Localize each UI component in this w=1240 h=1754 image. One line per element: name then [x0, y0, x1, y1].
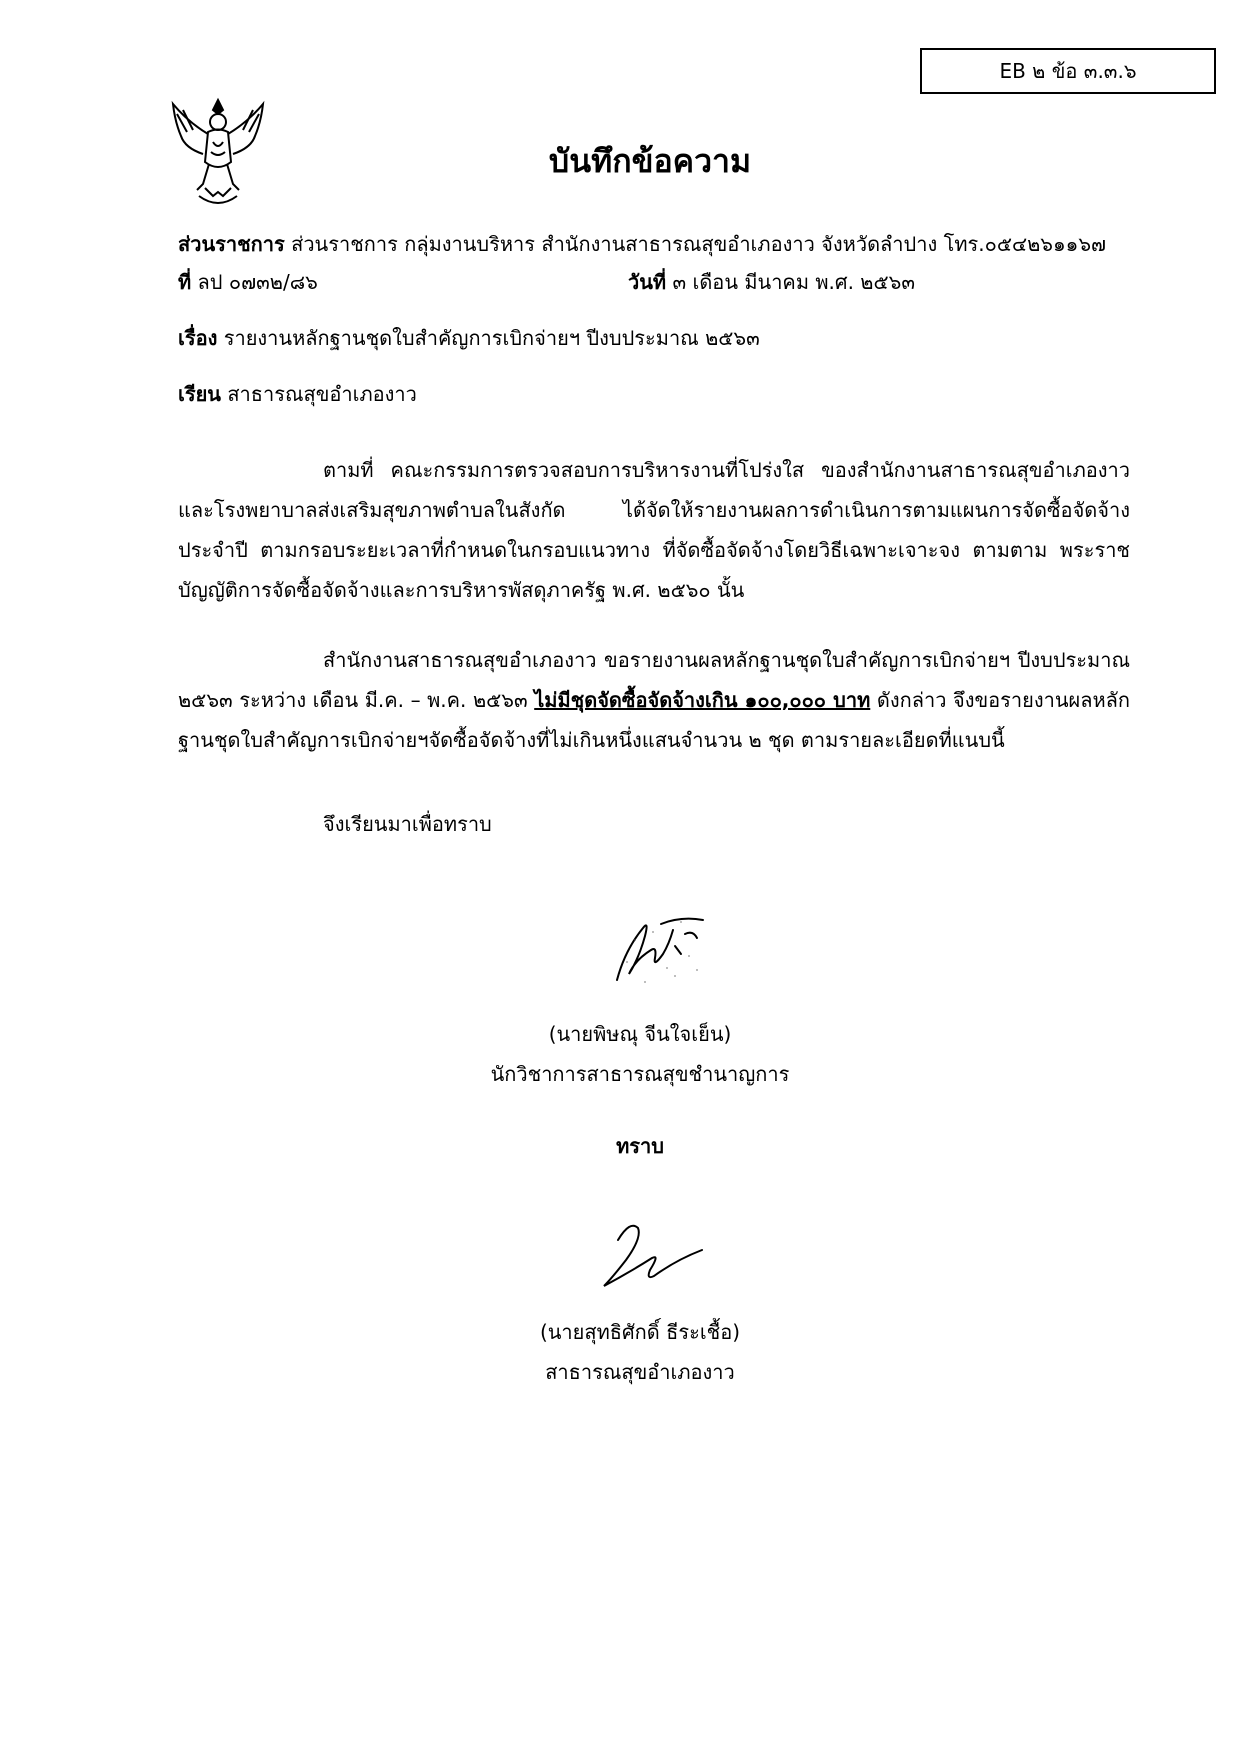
paragraph-1-text: ตามที่ คณะกรรมการตรวจสอบการบริหารงานที่โปร่งใส ของสำนักงานสาธารณสุขอำเภองาว และโรงพยาบาลส่งเสริมสุขภาพตำบลในสังกัด ได้จัดให้รายงานผลการดำเนินการตามแผนการจัดซื้อจัดจ้างประจำปี ตามกรอบระยะเวลาที่กำหนดในกรอบแนวทาง ที่จัดซื้อจัดจ้างโดยวิธีเฉพาะเจาะจง ตามตาม พระราชบัญญัติการจัดซื้อจัดจ้างและการบริหารพัสดุภาครัฐ พ.ศ. ๒๕๖๐ นั้น	[178, 458, 1130, 602]
body-paragraph-2	[178, 640, 1130, 760]
subject-label: เรื่อง	[178, 326, 218, 350]
recipient-label: เรียน	[178, 382, 221, 406]
department-value: ส่วนราชการ กลุ่มงานบริหาร สำนักงานสาธารณสุขอำเภองาว จังหวัดลำปาง โทร.๐๕๔๒๖๑๑๖๗	[291, 232, 1107, 256]
paragraph-2-start: สำนักงานสาธารณสุขอำเภองาว ขอรายงานผลหลักฐานชุดใบสำคัญการเบิกจ่ายฯ ปีงบประมาณ ๒๕๖๓ ระหว่าง เดือน มี.ค. – พ.ค. ๒๕๖๓	[178, 648, 1130, 712]
signature-1	[605, 910, 715, 990]
acknowledged-label: ทราบ	[616, 1134, 664, 1158]
subject-value: รายงานหลักฐานชุดใบสำคัญการเบิกจ่ายฯ ปีงบประมาณ ๒๕๖๓	[223, 326, 760, 350]
document-title: บันทึกข้อความ	[548, 142, 752, 180]
signer-1-position: นักวิชาการสาธารณสุขชำนาญการ	[490, 1062, 790, 1086]
department-label: ส่วนราชการ	[178, 232, 285, 256]
closing-text: จึงเรียนมาเพื่อทราบ	[323, 812, 492, 836]
date-value: ๓ เดือน มีนาคม พ.ศ. ๒๕๖๓	[672, 270, 915, 294]
department-line	[178, 228, 1106, 260]
paragraph-2-emphasis: ไม่มีชุดจัดซื้อจัดจ้างเกิน ๑๐๐,๐๐๐ บาท	[534, 688, 871, 712]
signature-2	[590, 1210, 710, 1300]
recipient-line	[178, 378, 417, 410]
reference-number-value: ลป ๐๗๓๒/๘๖	[197, 270, 318, 294]
signer-1-name: (นายพิษณุ จีนใจเย็น)	[548, 1022, 732, 1046]
reference-code: EB ๒ ข้อ ๓.๓.๖	[999, 59, 1137, 83]
closing-line	[178, 804, 1130, 844]
reference-number-line	[178, 266, 318, 298]
body-paragraph-1	[178, 450, 1130, 610]
date-line	[628, 266, 915, 298]
subject-line	[178, 322, 760, 354]
date-label: วันที่	[628, 270, 667, 294]
reference-code-box	[920, 48, 1216, 94]
signer-2-position: สาธารณสุขอำเภองาว	[545, 1360, 735, 1384]
recipient-value: สาธารณสุขอำเภองาว	[227, 382, 417, 406]
reference-number-label: ที่	[178, 270, 192, 294]
signer-2-name: (นายสุทธิศักดิ์ ธีระเชื้อ)	[539, 1320, 741, 1344]
paragraph-2-end: ดังกล่าว จึงขอรายงานผลหลักฐานชุดใบสำคัญการเบิกจ่ายฯจัดซื้อจัดจ้างที่ไม่เกินหนึ่งแสนจำนวน ๒ ชุด ตามรายละเอียดที่แนบนี้	[178, 688, 1131, 752]
